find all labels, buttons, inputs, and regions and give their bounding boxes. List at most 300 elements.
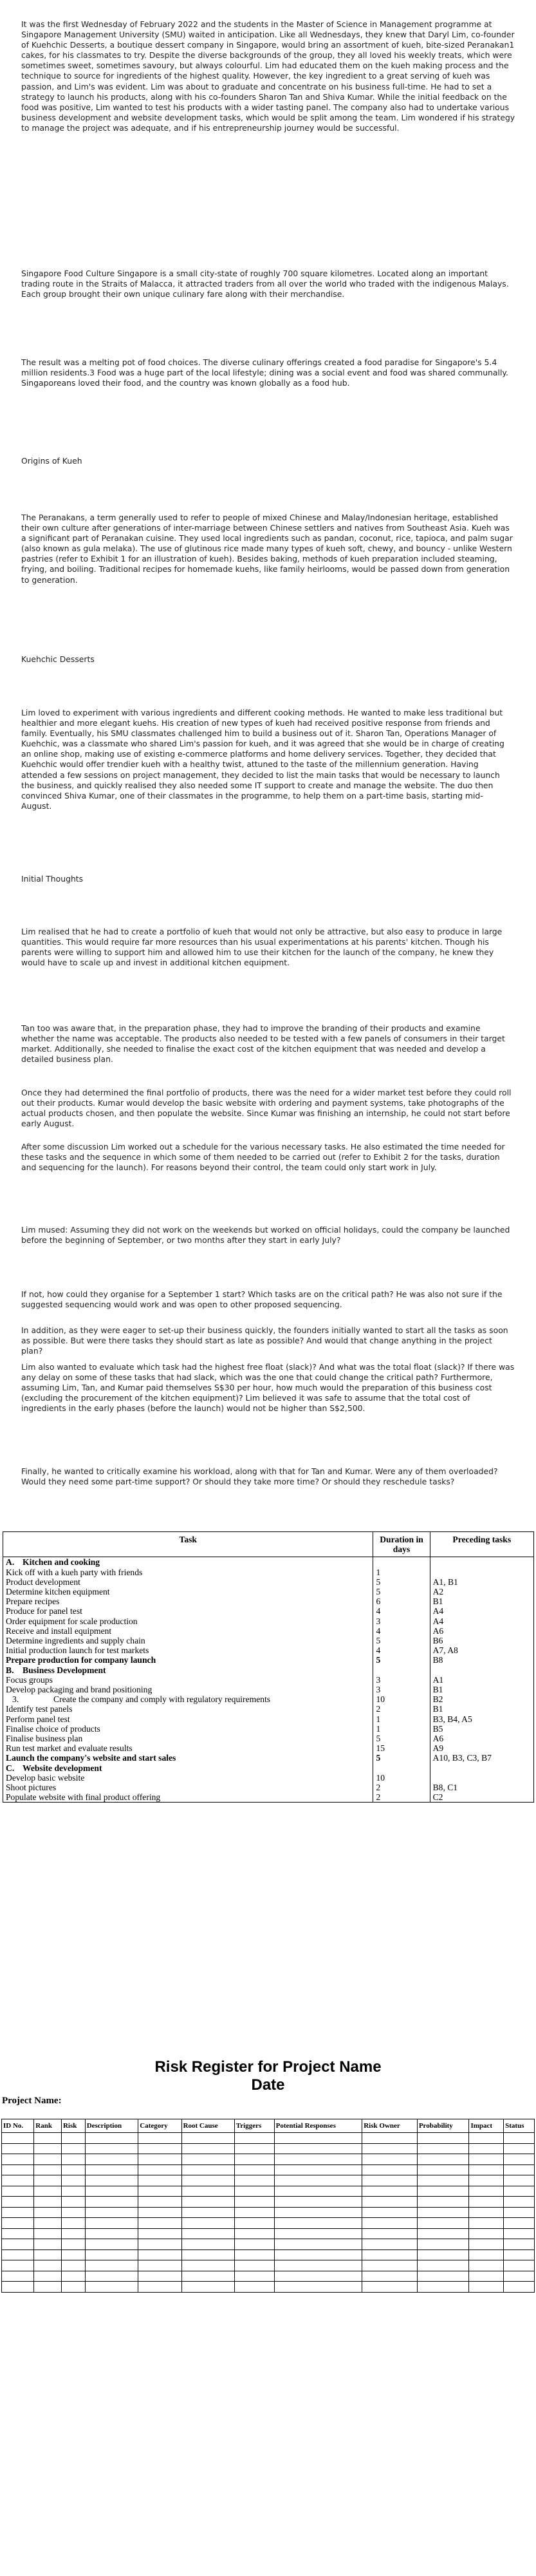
risk-cell[interactable] xyxy=(417,2249,469,2260)
risk-row xyxy=(2,2260,535,2271)
risk-cell[interactable] xyxy=(138,2239,181,2250)
risk-cell[interactable] xyxy=(138,2271,181,2282)
risk-cell[interactable] xyxy=(274,2133,362,2144)
risk-cell[interactable] xyxy=(274,2271,362,2282)
risk-cell[interactable] xyxy=(362,2249,418,2260)
task-name-cell xyxy=(3,1577,373,1587)
task-preceding-cell: B1 xyxy=(430,1685,533,1694)
task-name-cell xyxy=(3,1587,373,1596)
paragraph-branding: Tan too was aware that, in the preparation phase, they had to improve the branding of their products and examine whether the name was acceptable. The products also needed to be tested with a few panels of consumers in their target market. Additionally, she needed to finalise the exact cost of the kitchen equipment that was needed and develop a detailed business plan. xyxy=(21,1023,505,1065)
risk-cell[interactable] xyxy=(504,2164,535,2175)
task-duration-cell: 5 xyxy=(373,1734,430,1743)
task-preceding-cell: B2 xyxy=(430,1694,533,1704)
risk-cell[interactable] xyxy=(181,2133,234,2144)
task-preceding-cell xyxy=(430,1773,533,1783)
risk-cell[interactable] xyxy=(417,2260,469,2271)
risk-cell[interactable] xyxy=(2,2133,34,2144)
risk-cell[interactable] xyxy=(274,2260,362,2271)
risk-cell[interactable] xyxy=(85,2186,138,2197)
risk-cell[interactable] xyxy=(61,2186,85,2197)
table-row xyxy=(3,1704,534,1714)
task-preceding-cell: C2 xyxy=(430,1792,533,1803)
task-preceding-cell: B8 xyxy=(430,1655,533,1665)
risk-cell[interactable] xyxy=(504,2186,535,2197)
task-schedule-table xyxy=(3,1531,534,1803)
task-preceding-cell: A10, B3, C3, B7 xyxy=(430,1753,533,1763)
risk-cell[interactable] xyxy=(504,2175,535,2186)
task-duration-cell: 1 xyxy=(373,1724,430,1734)
table-row xyxy=(3,1616,534,1626)
risk-cell[interactable] xyxy=(34,2249,62,2260)
task-preceding-cell: B1 xyxy=(430,1596,533,1606)
risk-cell[interactable] xyxy=(469,2175,504,2186)
risk-cell[interactable] xyxy=(274,2249,362,2260)
task-duration-cell: 5 xyxy=(373,1655,430,1665)
risk-cell[interactable] xyxy=(274,2186,362,2197)
task-duration-cell: 6 xyxy=(373,1596,430,1606)
risk-cell[interactable] xyxy=(504,2282,535,2293)
risk-cell[interactable] xyxy=(34,2260,62,2271)
task-name-cell xyxy=(3,1724,373,1734)
risk-cell[interactable] xyxy=(362,2260,418,2271)
risk-cell[interactable] xyxy=(61,2143,85,2154)
task-name: Product development xyxy=(6,1577,80,1587)
risk-cell[interactable] xyxy=(61,2271,85,2282)
risk-cell[interactable] xyxy=(234,2249,274,2260)
risk-cell[interactable] xyxy=(138,2249,181,2260)
risk-row xyxy=(2,2271,535,2282)
risk-cell[interactable] xyxy=(274,2143,362,2154)
risk-cell[interactable] xyxy=(138,2154,181,2165)
risk-cell[interactable] xyxy=(417,2282,469,2293)
task-duration-cell: 2 xyxy=(373,1783,430,1792)
table-row xyxy=(3,1587,534,1596)
risk-cell[interactable] xyxy=(34,2207,62,2218)
task-preceding-cell: A1 xyxy=(430,1675,533,1685)
risk-cell[interactable] xyxy=(61,2197,85,2208)
paragraph-intro: It was the first Wednesday of February 2022 and the students in the Master of Science in Management programme at Singapore Management University (SMU) waited in anticipation. Like all Wednesdays, they knew that Daryl Lim, co-founder of Kuehchic Desserts, a boutique dessert company in Singapore, would bring an assortment of kueh, bite-sized Peranakan1 cakes, for his classmates to try. Despite the diverse backgrounds of the group, they all loved his weekly treats, which were sometimes sweet, sometimes savoury, but always colourful. Lim had educated them on the kueh making process and the technique to source for ingredients of the highest quality. However, the key ingredient to a great serving of kueh was passion, and Lim's was evident. Lim was about to graduate and concentrate on his business full-time. He had to set a strategy to launch his products, along with his co-founders Sharon Tan and Shiva Kumar. While the initial feedback on the food was positive, Lim wanted to test his products with a wider tasting panel. The company also had to undertake various business development and website development tasks, which would be split among the team. Lim wondered if his strategy to manage the project was adequate, and if his entrepreneurship journey would be successful. xyxy=(21,19,515,133)
risk-cell[interactable] xyxy=(417,2175,469,2186)
risk-cell[interactable] xyxy=(469,2228,504,2239)
risk-column-header: Risk xyxy=(61,2119,85,2133)
risk-cell[interactable] xyxy=(181,2218,234,2229)
risk-cell[interactable] xyxy=(469,2143,504,2154)
task-number xyxy=(0,1636,6,1645)
risk-register-title: Risk Register for Project Name xyxy=(154,2058,382,2076)
task-number xyxy=(0,1587,6,1596)
risk-cell[interactable] xyxy=(85,2249,138,2260)
risk-cell[interactable] xyxy=(234,2143,274,2154)
task-name-cell xyxy=(3,1753,373,1763)
task-number xyxy=(0,1567,6,1577)
risk-cell[interactable] xyxy=(234,2207,274,2218)
risk-cell[interactable] xyxy=(2,2228,34,2239)
risk-cell[interactable] xyxy=(234,2282,274,2293)
risk-cell[interactable] xyxy=(234,2175,274,2186)
task-name: Prepare production for company launch xyxy=(6,1655,156,1665)
task-name: Perform panel test xyxy=(6,1714,70,1724)
risk-column-header: Probability xyxy=(417,2119,469,2133)
risk-cell[interactable] xyxy=(181,2282,234,2293)
risk-cell[interactable] xyxy=(85,2218,138,2229)
risk-cell[interactable] xyxy=(2,2143,34,2154)
risk-cell[interactable] xyxy=(469,2260,504,2271)
risk-cell[interactable] xyxy=(469,2249,504,2260)
risk-cell[interactable] xyxy=(2,2249,34,2260)
risk-cell[interactable] xyxy=(181,2239,234,2250)
risk-cell[interactable] xyxy=(2,2175,34,2186)
risk-cell[interactable] xyxy=(362,2271,418,2282)
risk-cell[interactable] xyxy=(34,2175,62,2186)
task-section-label: B. xyxy=(6,1665,14,1675)
task-number xyxy=(0,1773,6,1783)
table-row xyxy=(3,1596,534,1606)
risk-cell[interactable] xyxy=(34,2282,62,2293)
risk-cell[interactable] xyxy=(34,2154,62,2165)
risk-cell[interactable] xyxy=(362,2186,418,2197)
risk-cell[interactable] xyxy=(61,2239,85,2250)
risk-cell[interactable] xyxy=(469,2197,504,2208)
risk-cell[interactable] xyxy=(417,2186,469,2197)
preceding-column-header: Preceding tasks xyxy=(430,1532,533,1557)
risk-cell[interactable] xyxy=(181,2228,234,2239)
risk-cell[interactable] xyxy=(138,2143,181,2154)
risk-cell[interactable] xyxy=(504,2228,535,2239)
task-name-cell xyxy=(3,1567,373,1577)
risk-cell[interactable] xyxy=(181,2271,234,2282)
task-name-cell xyxy=(3,1743,373,1753)
risk-row xyxy=(2,2249,535,2260)
table-row xyxy=(3,1694,534,1704)
risk-cell[interactable] xyxy=(85,2133,138,2144)
risk-cell[interactable] xyxy=(417,2207,469,2218)
task-name: Receive and install equipment xyxy=(6,1625,112,1636)
risk-cell[interactable] xyxy=(34,2186,62,2197)
task-name: Determine kitchen equipment xyxy=(6,1587,110,1597)
task-name-cell xyxy=(3,1606,373,1616)
risk-cell[interactable] xyxy=(2,2218,34,2229)
project-name-label: Project Name: xyxy=(2,2096,62,2106)
task-number xyxy=(0,1704,6,1714)
risk-cell[interactable] xyxy=(469,2207,504,2218)
task-duration-cell: 3 xyxy=(373,1675,430,1685)
task-name: Identify test panels xyxy=(6,1704,73,1714)
risk-cell[interactable] xyxy=(362,2282,418,2293)
table-row xyxy=(3,1606,534,1616)
risk-cell[interactable] xyxy=(504,2143,535,2154)
risk-cell[interactable] xyxy=(138,2228,181,2239)
risk-cell[interactable] xyxy=(469,2133,504,2144)
risk-cell[interactable] xyxy=(138,2164,181,2175)
task-duration-cell: 3 xyxy=(373,1616,430,1626)
table-row xyxy=(3,1645,534,1655)
risk-column-header: Risk Owner xyxy=(362,2119,418,2133)
task-preceding-cell: B8, C1 xyxy=(430,1783,533,1792)
task-number: 3. xyxy=(12,1694,19,1705)
risk-cell[interactable] xyxy=(181,2164,234,2175)
risk-table-header xyxy=(2,2119,535,2133)
risk-cell[interactable] xyxy=(417,2218,469,2229)
task-number xyxy=(0,1724,6,1734)
risk-register-table xyxy=(1,2119,535,2293)
table-row xyxy=(3,1685,534,1694)
risk-cell[interactable] xyxy=(234,2218,274,2229)
task-name: Prepare recipes xyxy=(6,1596,60,1607)
risk-cell[interactable] xyxy=(181,2207,234,2218)
risk-cell[interactable] xyxy=(181,2175,234,2186)
risk-cell[interactable] xyxy=(417,2197,469,2208)
task-preceding-cell: A4 xyxy=(430,1606,533,1616)
heading-origins-of-kueh: Origins of Kueh xyxy=(21,456,82,466)
risk-cell[interactable] xyxy=(2,2239,34,2250)
risk-cell[interactable] xyxy=(504,2218,535,2229)
risk-cell[interactable] xyxy=(85,2143,138,2154)
risk-column-header: Category xyxy=(138,2119,181,2133)
risk-cell[interactable] xyxy=(34,2271,62,2282)
risk-cell[interactable] xyxy=(417,2239,469,2250)
risk-cell[interactable] xyxy=(138,2282,181,2293)
risk-cell[interactable] xyxy=(85,2228,138,2239)
risk-cell[interactable] xyxy=(362,2207,418,2218)
task-preceding-cell: B5 xyxy=(430,1724,533,1734)
task-name: Create the company and comply with regulatory requirements xyxy=(53,1694,271,1705)
risk-cell[interactable] xyxy=(61,2133,85,2144)
task-number xyxy=(0,1645,6,1655)
risk-cell[interactable] xyxy=(138,2218,181,2229)
task-section-duration-cell xyxy=(373,1763,430,1773)
risk-cell[interactable] xyxy=(85,2154,138,2165)
risk-cell[interactable] xyxy=(61,2218,85,2229)
risk-cell[interactable] xyxy=(504,2197,535,2208)
risk-cell[interactable] xyxy=(234,2228,274,2239)
risk-cell[interactable] xyxy=(234,2133,274,2144)
risk-cell[interactable] xyxy=(2,2260,34,2271)
task-name-cell xyxy=(3,1714,373,1724)
task-name-cell xyxy=(3,1626,373,1636)
risk-cell[interactable] xyxy=(181,2197,234,2208)
risk-cell[interactable] xyxy=(2,2282,34,2293)
task-name-cell xyxy=(3,1792,373,1803)
risk-cell[interactable] xyxy=(469,2239,504,2250)
risk-cell[interactable] xyxy=(61,2175,85,2186)
task-name-cell xyxy=(3,1596,373,1606)
risk-cell[interactable] xyxy=(2,2207,34,2218)
risk-cell[interactable] xyxy=(362,2228,418,2239)
heading-kuehchic-desserts: Kuehchic Desserts xyxy=(21,654,95,664)
risk-cell[interactable] xyxy=(504,2133,535,2144)
risk-cell[interactable] xyxy=(234,2239,274,2250)
risk-cell[interactable] xyxy=(362,2197,418,2208)
task-preceding-cell xyxy=(430,1567,533,1577)
risk-cell[interactable] xyxy=(138,2133,181,2144)
risk-cell[interactable] xyxy=(469,2218,504,2229)
risk-cell[interactable] xyxy=(234,2164,274,2175)
task-duration-cell: 2 xyxy=(373,1792,430,1803)
risk-row xyxy=(2,2207,535,2218)
risk-cell[interactable] xyxy=(85,2175,138,2186)
risk-cell[interactable] xyxy=(61,2228,85,2239)
risk-cell[interactable] xyxy=(234,2154,274,2165)
task-section-name: Business Development xyxy=(23,1665,106,1675)
risk-cell[interactable] xyxy=(234,2260,274,2271)
risk-cell[interactable] xyxy=(181,2154,234,2165)
risk-cell[interactable] xyxy=(85,2239,138,2250)
risk-cell[interactable] xyxy=(234,2197,274,2208)
risk-cell[interactable] xyxy=(85,2164,138,2175)
risk-cell[interactable] xyxy=(234,2186,274,2197)
risk-cell[interactable] xyxy=(234,2271,274,2282)
risk-cell[interactable] xyxy=(417,2271,469,2282)
risk-cell[interactable] xyxy=(34,2133,62,2144)
risk-cell[interactable] xyxy=(61,2282,85,2293)
table-row xyxy=(3,1626,534,1636)
risk-cell[interactable] xyxy=(274,2228,362,2239)
risk-cell[interactable] xyxy=(85,2260,138,2271)
risk-cell[interactable] xyxy=(34,2228,62,2239)
risk-cell[interactable] xyxy=(85,2271,138,2282)
risk-cell[interactable] xyxy=(2,2271,34,2282)
paragraph-float-cost: Lim also wanted to evaluate which task had the highest free float (slack)? And what was the total float (slack)? If there was any delay on some of these tasks that had slack, which was the one that could change the critical path? Furthermore, assuming Lim, Tan, and Kumar paid themselves S$30 per hour, how much would the preparation of this business cost (excluding the procurement of the kitchen equipment)? Lim believed it was safe to assume that the total cost of ingredients in the early phases (before the launch) would not be higher than S$2,500. xyxy=(21,1362,515,1414)
risk-cell[interactable] xyxy=(469,2154,504,2165)
task-name: Populate website with final product offering xyxy=(6,1792,161,1803)
risk-cell[interactable] xyxy=(362,2239,418,2250)
task-preceding-cell: A1, B1 xyxy=(430,1577,533,1587)
risk-cell[interactable] xyxy=(469,2271,504,2282)
task-column-header: Task xyxy=(3,1532,373,1557)
risk-cell[interactable] xyxy=(504,2154,535,2165)
risk-column-header: Rank xyxy=(34,2119,62,2133)
task-duration-cell: 15 xyxy=(373,1743,430,1753)
task-name-cell xyxy=(3,1685,373,1694)
risk-row xyxy=(2,2197,535,2208)
risk-table-body xyxy=(2,2133,535,2293)
task-preceding-cell: B1 xyxy=(430,1704,533,1714)
risk-cell[interactable] xyxy=(181,2249,234,2260)
risk-cell[interactable] xyxy=(274,2218,362,2229)
risk-cell[interactable] xyxy=(274,2164,362,2175)
task-name: Determine ingredients and supply chain xyxy=(6,1636,145,1646)
risk-cell[interactable] xyxy=(138,2175,181,2186)
risk-cell[interactable] xyxy=(138,2260,181,2271)
risk-cell[interactable] xyxy=(61,2207,85,2218)
task-number xyxy=(0,1577,6,1587)
task-section-label: A. xyxy=(6,1557,15,1567)
risk-cell[interactable] xyxy=(504,2239,535,2250)
risk-cell[interactable] xyxy=(274,2175,362,2186)
risk-cell[interactable] xyxy=(85,2282,138,2293)
paragraph-market-test: Once they had determined the final portfolio of products, there was the need for a wider market test before they could roll out their products. Kumar would develop the basic website with ordering and payment systems, take photographs of the actual products chosen, and then populate the website. Since Kumar was finishing an internship, he could not start before early August. xyxy=(21,1088,512,1129)
task-preceding-cell: A4 xyxy=(430,1616,533,1626)
risk-cell[interactable] xyxy=(417,2133,469,2144)
risk-cell[interactable] xyxy=(61,2164,85,2175)
task-number xyxy=(0,1606,6,1616)
task-duration-cell: 1 xyxy=(373,1567,430,1577)
risk-cell[interactable] xyxy=(138,2207,181,2218)
task-section-preceding-cell xyxy=(430,1763,533,1773)
risk-cell[interactable] xyxy=(417,2154,469,2165)
task-duration-cell: 4 xyxy=(373,1626,430,1636)
risk-cell[interactable] xyxy=(61,2260,85,2271)
risk-cell[interactable] xyxy=(274,2239,362,2250)
risk-cell[interactable] xyxy=(181,2260,234,2271)
task-number xyxy=(0,1675,6,1685)
risk-cell[interactable] xyxy=(61,2249,85,2260)
risk-cell[interactable] xyxy=(469,2282,504,2293)
risk-cell[interactable] xyxy=(504,2260,535,2271)
task-section-preceding-cell xyxy=(430,1665,533,1675)
risk-column-header: Description xyxy=(85,2119,138,2133)
risk-cell[interactable] xyxy=(181,2186,234,2197)
risk-cell[interactable] xyxy=(504,2207,535,2218)
risk-row xyxy=(2,2154,535,2165)
table-row xyxy=(3,1753,534,1763)
table-row xyxy=(3,1734,534,1743)
risk-cell[interactable] xyxy=(138,2197,181,2208)
task-section-title xyxy=(3,1557,373,1567)
risk-cell[interactable] xyxy=(85,2207,138,2218)
risk-cell[interactable] xyxy=(2,2197,34,2208)
paragraph-food-culture: Singapore Food Culture Singapore is a small city-state of roughly 700 square kilometres. Located along an important trading route in the Straits of Malacca, it attracted traders from all over the world who traded with the indigenous Malays. Each group brought their own unique culinary fare along with their merchandise. xyxy=(21,269,509,299)
risk-cell[interactable] xyxy=(274,2154,362,2165)
risk-cell[interactable] xyxy=(417,2164,469,2175)
risk-cell[interactable] xyxy=(2,2164,34,2175)
risk-cell[interactable] xyxy=(469,2164,504,2175)
risk-cell[interactable] xyxy=(362,2175,418,2186)
risk-cell[interactable] xyxy=(85,2197,138,2208)
risk-cell[interactable] xyxy=(61,2154,85,2165)
risk-cell[interactable] xyxy=(417,2143,469,2154)
risk-cell[interactable] xyxy=(34,2143,62,2154)
risk-cell[interactable] xyxy=(34,2164,62,2175)
risk-cell[interactable] xyxy=(469,2186,504,2197)
risk-column-header: Potential Responses xyxy=(274,2119,362,2133)
task-name-cell xyxy=(3,1645,373,1655)
task-preceding-cell: A9 xyxy=(430,1743,533,1753)
risk-cell[interactable] xyxy=(362,2143,418,2154)
risk-cell[interactable] xyxy=(274,2282,362,2293)
risk-cell[interactable] xyxy=(504,2249,535,2260)
risk-cell[interactable] xyxy=(34,2197,62,2208)
risk-cell[interactable] xyxy=(2,2154,34,2165)
task-name: Finalise business plan xyxy=(6,1734,83,1744)
risk-cell[interactable] xyxy=(362,2164,418,2175)
risk-cell[interactable] xyxy=(34,2218,62,2229)
risk-cell[interactable] xyxy=(34,2239,62,2250)
risk-cell[interactable] xyxy=(2,2186,34,2197)
risk-cell[interactable] xyxy=(274,2197,362,2208)
task-section-row xyxy=(3,1557,534,1567)
risk-cell[interactable] xyxy=(362,2218,418,2229)
risk-cell[interactable] xyxy=(274,2207,362,2218)
risk-column-header: Impact xyxy=(469,2119,504,2133)
task-name-cell xyxy=(3,1675,373,1685)
risk-cell[interactable] xyxy=(417,2228,469,2239)
risk-cell[interactable] xyxy=(181,2143,234,2154)
task-duration-cell: 10 xyxy=(373,1773,430,1783)
task-section-preceding-cell xyxy=(430,1557,533,1567)
risk-cell[interactable] xyxy=(362,2133,418,2144)
task-preceding-cell: B6 xyxy=(430,1636,533,1645)
risk-cell[interactable] xyxy=(362,2154,418,2165)
task-duration-cell: 5 xyxy=(373,1577,430,1587)
task-number xyxy=(0,1783,6,1792)
task-name: Develop basic website xyxy=(6,1772,85,1783)
risk-cell[interactable] xyxy=(504,2271,535,2282)
table-row xyxy=(3,1675,534,1685)
task-name: Develop packaging and brand positioning xyxy=(6,1685,152,1695)
task-name: Order equipment for scale production xyxy=(6,1616,138,1626)
risk-cell[interactable] xyxy=(138,2186,181,2197)
